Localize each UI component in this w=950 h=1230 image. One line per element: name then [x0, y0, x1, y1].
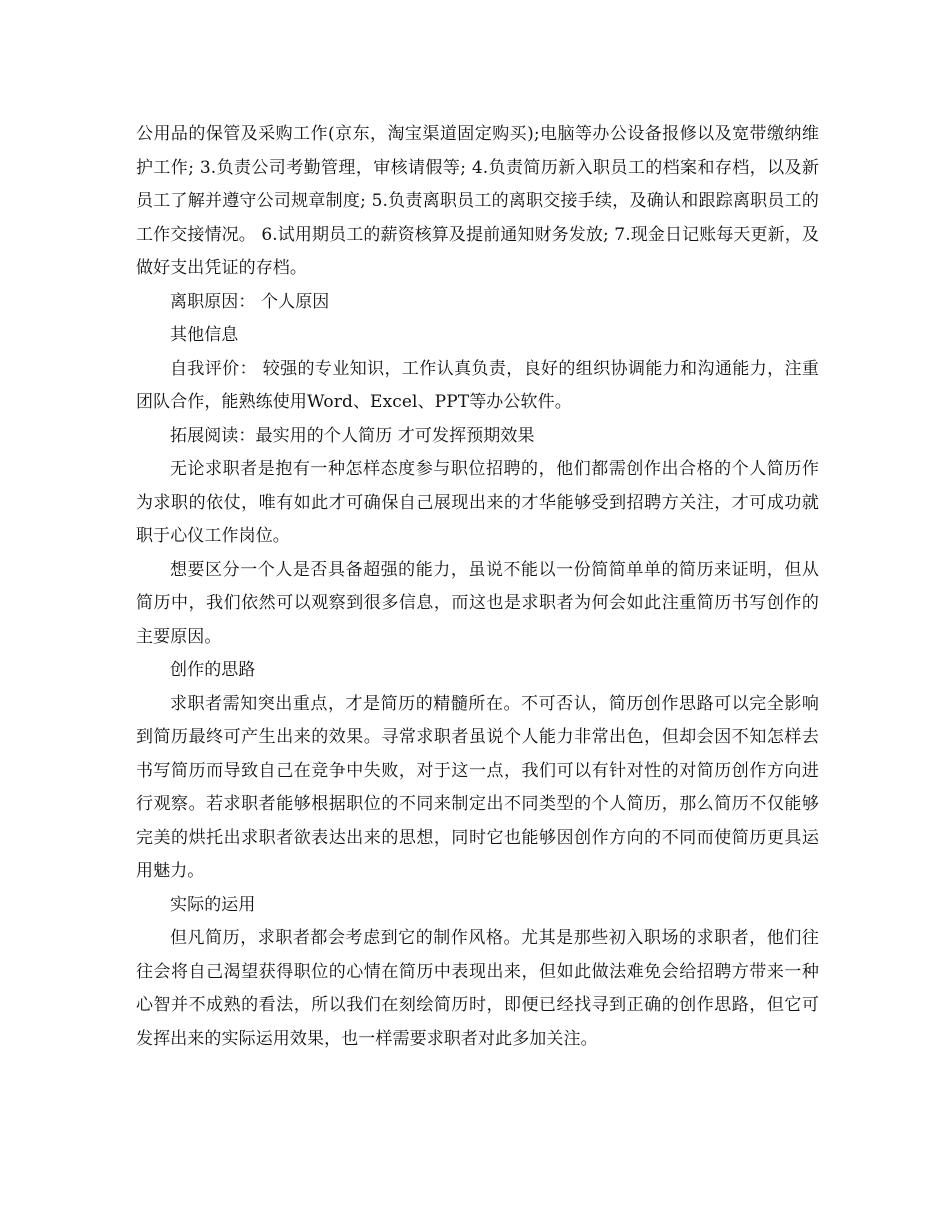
paragraph-self-evaluation: 自我评价： 较强的专业知识，工作认真负责，良好的组织协调能力和沟通能力，注重团队合作，能熟练使用Word、Excel、PPT等办公软件。 [136, 358, 819, 412]
paragraph-ability: 想要区分一个人是否具备超强的能力，虽说不能以一份简简单单的简历来证明，但从简历中，我们依然可以观察到很多信息，而这也是求职者为何会如此注重简历书写创作的主要原因。 [136, 559, 819, 647]
heading-other-info: 其他信息 [170, 325, 239, 345]
heading-extended-reading: 拓展阅读：最实用的个人简历 才可发挥预期效果 [170, 425, 535, 446]
heading-practical: 实际的运用 [170, 894, 256, 915]
paragraph-duties-continued: 公用品的保管及采购工作(京东，淘宝渠道固定购买);电脑等办公设备报修以及宽带缴纳维护工作; 3.负责公司考勤管理，审核请假等; 4.负责简历新入职员工的档案和存档，以及新员工了解并遵守公司规章制度; 5.负责离职员工的离职交接手续，及确认和跟踪离职员工的工作交接情况。 6.试用期员工的薪资核算及提前通知财务发放; 7.现金日记账每天更新，及做好支出凭证的存档。 [136, 124, 819, 278]
paragraph-intro: 无论求职者是抱有一种怎样态度参与职位招聘的，他们都需创作出合格的个人简历作为求职的依仗，唯有如此才可确保自己展现出来的才华能够受到招聘方关注，才可成功就职于心仪工作岗位。 [136, 459, 819, 546]
paragraph-practical: 但凡简历，求职者都会考虑到它的制作风格。尤其是那些初入职场的求职者，他们往往会将自己渴望获得职位的心情在简历中表现出来，但如此做法难免会给招聘方带来一种心智并不成熟的看法，所以我们在刻绘简历时，即便已经找寻到正确的创作思路，但它可发挥出来的实际运用效果，也一样需要求职者对此多加关注。 [136, 928, 819, 1049]
paragraph-resign-reason: 离职原因： 个人原因 [170, 291, 330, 312]
paragraph-thinking: 求职者需知突出重点，才是简历的精髓所在。不可否认，简历创作思路可以完全影响到简历最终可产生出来的效果。寻常求职者虽说个人能力非常出色，但却会因不知怎样去书写简历而导致自己在竞争中失败，对于这一点，我们可以有针对性的对简历创作方向进行观察。若求职者能够根据职位的不同来制定出不同类型的个人简历，那么简历不仅能够完美的烘托出求职者欲表达出来的思想，同时它也能够因创作方向的不同而使简历更具运用魅力。 [136, 693, 819, 881]
heading-thinking: 创作的思路 [170, 660, 256, 680]
document-body [136, 118, 819, 1056]
